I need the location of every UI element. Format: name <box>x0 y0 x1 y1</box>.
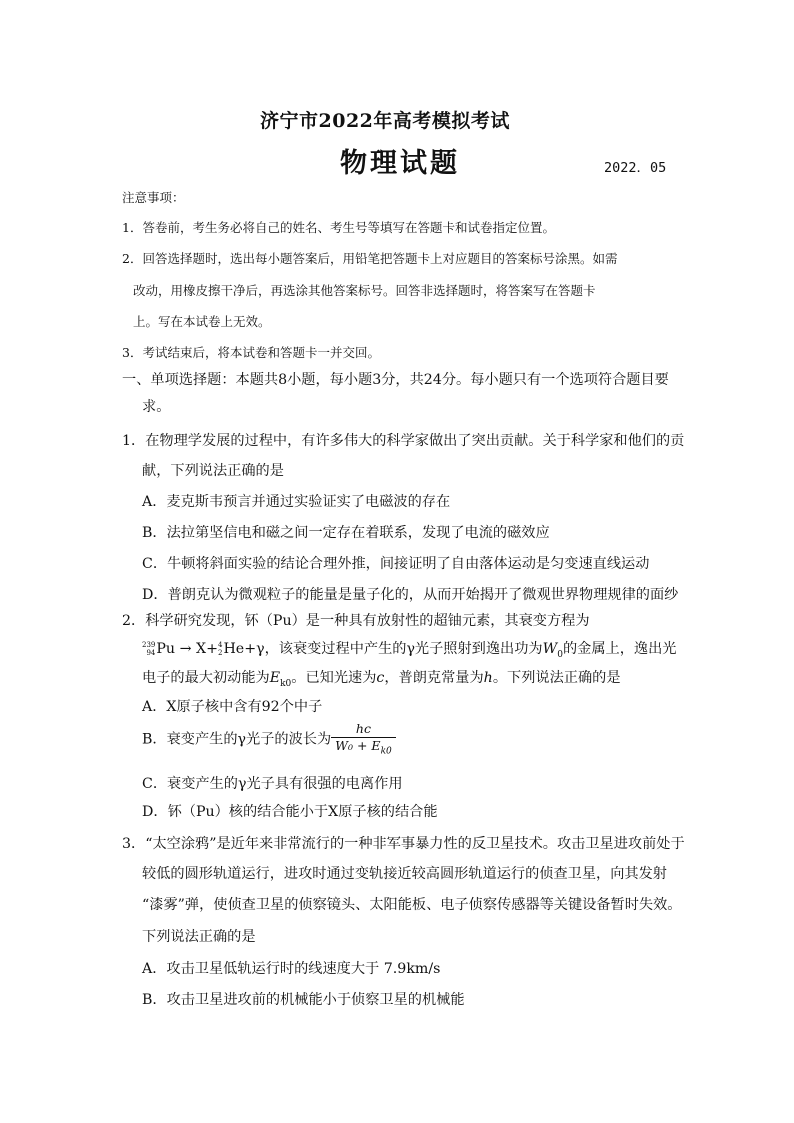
q1-option-c: C．牛顿将斜面实验的结论合理外推，间接证明了自由落体运动是匀变速直线运动 <box>142 556 650 572</box>
q3-option-a: A．攻击卫星低轨运行时的线速度大于 7.9km/s <box>142 961 441 977</box>
q2-stem-3d: 。下列说法正确的是 <box>492 670 621 686</box>
denominator-main: W₀ + E <box>335 738 381 754</box>
note-3: 3．考试结束后，将本试卷和答题卡一并交回。 <box>122 345 380 360</box>
q1-option-d: D．普朗克认为微观粒子的能量是量子化的，从而开始揭开了微观世界物理规律的面纱 <box>142 587 679 603</box>
kinetic-energy-subscript: k0 <box>280 678 292 689</box>
pu-symbol: Pu <box>156 641 176 657</box>
light-speed-symbol: c <box>376 670 385 686</box>
denominator-subscript: k0 <box>380 746 392 757</box>
q1-option-b: B．法拉第坚信电和磁之间一定存在着联系，发现了电流的磁效应 <box>142 525 550 541</box>
pu-mass-number: 239 <box>142 641 156 649</box>
q2-stem-line-1: 2．科学研究发现，钚（Pu）是一种具有放射性的超铀元素，其衰变方程为 <box>122 613 590 629</box>
q2-option-d: D．钚（Pu）核的结合能小于X原子核的结合能 <box>142 804 438 820</box>
he-atomic-number: 2 <box>217 649 223 657</box>
subject-title: 物理试题 <box>340 148 460 179</box>
q2-option-c: C．衰变产生的γ光子具有很强的电离作用 <box>142 776 403 792</box>
exam-title: 济宁市2022年高考模拟考试 <box>260 110 510 132</box>
q3-option-b: B．攻击卫星进攻前的机械能小于侦察卫星的机械能 <box>142 992 465 1008</box>
he-mass-number: 4 <box>217 641 223 649</box>
pu-atomic-number: 94 <box>146 649 156 657</box>
q3-stem-line-1: 3．“太空涂鸦”是近年来非常流行的一种非军事暴力性的反卫星技术。攻击卫星进攻前处于 <box>122 836 685 852</box>
pu-nuclide-numbers <box>142 641 155 657</box>
q3-stem-line-3: “漆雾”弹，使侦查卫星的侦察镜头、太阳能板、电子侦察传感器等关键设备暂时失效。 <box>142 897 682 913</box>
exam-date: 2022．05 <box>604 160 667 176</box>
q2-option-b-text: B．衰变产生的γ光子的波长为 <box>142 731 332 748</box>
q2-stem-tail: 的金属上，逸出光 <box>562 641 677 657</box>
q3-stem-line-2: 较低的圆形轨道运行，进攻时通过变轨接近较高圆形轨道运行的侦查卫星，向其发射 <box>142 866 667 882</box>
planck-symbol: h <box>483 670 493 686</box>
q1-stem-line-1: 1．在物理学发展的过程中，有许多伟大的科学家做出了突出贡献。关于科学家和他们的贡 <box>122 433 685 449</box>
decay-arrow: → X+ <box>175 641 218 657</box>
q2-stem-3c: ，普朗克常量为 <box>384 670 484 686</box>
q2-stem-text: ，该衰变过程中产生的γ光子照射到逸出功为 <box>264 641 543 657</box>
he-nuclide-numbers <box>218 641 222 657</box>
q1-option-a: A．麦克斯韦预言并通过实验证实了电磁波的存在 <box>142 494 451 510</box>
wavelength-fraction <box>331 722 396 757</box>
q1-stem-line-2: 献，下列说法正确的是 <box>142 463 284 479</box>
section-heading-line-2: 求。 <box>142 399 171 415</box>
q2-option-a: A．X原子核中含有92个中子 <box>142 699 323 715</box>
notes-heading: 注意事项： <box>122 190 185 205</box>
note-1: 1．答卷前，考生务必将自己的姓名、考生号等填写在答题卡和试卷指定位置。 <box>122 220 555 235</box>
note-2-line-1: 2．回答选择题时，选出每小题答案后，用铅笔把答题卡上对应题目的答案标号涂黑。如需 <box>122 251 618 266</box>
q2-stem-3b: 。已知光速为 <box>291 670 377 686</box>
work-function-subscript: 0 <box>557 649 563 660</box>
fraction-numerator: hc <box>355 721 371 736</box>
note-2-line-3: 上。写在本试卷上无效。 <box>133 314 271 329</box>
he-symbol: He+γ <box>223 641 265 657</box>
q2-stem-line-2 <box>142 638 676 660</box>
q2-option-b <box>142 722 396 757</box>
q2-stem-3a: 电子的最大初动能为 <box>142 670 270 686</box>
work-function-symbol: W <box>542 641 558 657</box>
q2-stem-line-3 <box>142 667 621 689</box>
section-heading-line-1: 一、单项选择题：本题共8小题，每小题3分，共24分。每小题只有一个选项符合题目要 <box>122 372 669 388</box>
kinetic-energy-symbol: E <box>269 670 281 686</box>
q3-stem-line-4: 下列说法正确的是 <box>142 929 256 945</box>
fraction-denominator <box>331 737 396 757</box>
note-2-line-2: 改动，用橡皮擦干净后，再选涂其他答案标号。回答非选择题时，将答案写在答题卡 <box>133 283 596 298</box>
